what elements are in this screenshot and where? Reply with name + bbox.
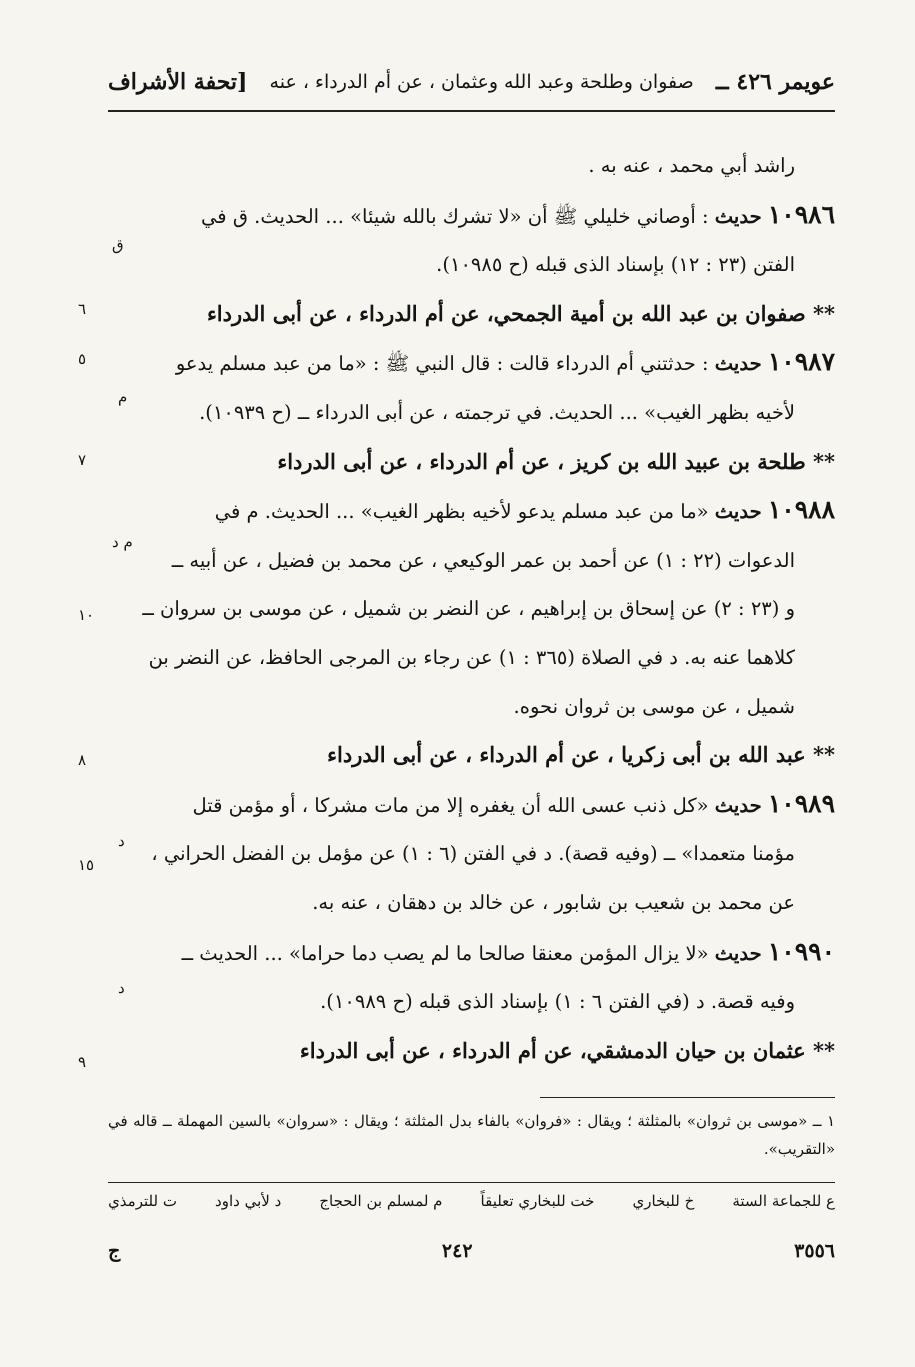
margin-siglum: م د [112, 533, 133, 551]
footnote-rule [540, 1097, 835, 1098]
hadith-number: ١٠٩٨٩ [767, 788, 835, 818]
chapter-heading: ** عبد الله بن أبى زكريا ، عن أم الدرداء ، عن أبى الدرداء [327, 742, 835, 768]
text-line: الفتن (٢٣ : ١٢) بإسناد الذى قبله (ح ١٠٩٨٥). [436, 253, 795, 277]
siglum-item: ع للجماعة الستة [732, 1192, 835, 1210]
siglum-item: ت للترمذي [108, 1192, 177, 1210]
margin-line-number: ٥ [78, 350, 87, 368]
text-line: و (٢٣ : ٢) عن إسحاق بن إبراهيم ، عن النضر بن شميل ، عن موسى بن سروان ــ [142, 597, 795, 621]
siglum-item: د لأبي داود [215, 1192, 282, 1210]
footnote: ١ ــ «موسى بن ثروان» بالمثلثة ؛ ويقال : «فروان» بالفاء بدل المثلثة ؛ ويقال : «سروان» بالسين المهملة ــ قاله في «التقريب». [108, 1112, 835, 1158]
chapter-heading: ** عثمان بن حيان الدمشقي، عن أم الدرداء ، عن أبى الدرداء [299, 1037, 835, 1063]
page-footer [108, 1240, 835, 1262]
margin-siglum: م [118, 388, 128, 406]
margin-line-number: ٨ [78, 751, 87, 769]
chapter-heading: ** صفوان بن عبد الله بن أمية الجمحي، عن أم الدرداء ، عن أبى الدرداء [206, 300, 835, 326]
margin-line-number: ٧ [78, 451, 87, 469]
running-head-middle: صفوان وطلحة وعبد الله وعثمان ، عن أم الدرداء ، عنه [269, 71, 694, 93]
sigla-legend [108, 1192, 835, 1210]
text-line: مؤمنا متعمدا» ــ (وفيه قصة). د في الفتن (٦ : ١) عن مؤمل بن الفضل الحراني ، [151, 842, 795, 866]
text-line: شميل ، عن موسى بن ثروان نحوه. [513, 694, 795, 718]
siglum-item: م لمسلم بن الحجاج [319, 1192, 443, 1210]
margin-line-number: ٩ [78, 1053, 87, 1071]
hadith-entry: ١٠٩٨٩ حديث «كل ذنب عسى الله أن يغفره إلا من مات مشركا ، أو مؤمن قتل [192, 788, 835, 818]
text-line: راشد أبي محمد ، عنه به . [588, 154, 795, 177]
running-head-right: عويمر ٤٢٦ ــ [715, 69, 835, 95]
margin-siglum: ق [112, 236, 124, 254]
hadith-entry: ١٠٩٨٧ حديث : حدثتني أم الدرداء قالت : قال النبي ﷺ : «ما من عبد مسلم يدعو [175, 347, 835, 377]
margin-siglum: د [118, 832, 125, 850]
margin-line-number: ١٥ [78, 856, 95, 874]
hadith-number: ١٠٩٩٠ [767, 936, 835, 966]
siglum-item: خ للبخاري [632, 1192, 695, 1210]
text-line: وفيه قصة. د (في الفتن ٦ : ١) بإسناد الذى قبله (ح ١٠٩٨٩). [320, 990, 795, 1014]
siglum-item: خت للبخاري تعليقاً [480, 1192, 595, 1210]
hadith-number: ١٠٩٨٧ [767, 347, 835, 377]
signature-number: ٣٥٥٦ [794, 1240, 835, 1262]
margin-siglum: د [118, 979, 125, 997]
hadith-number: ١٠٩٨٨ [767, 495, 835, 525]
main-text [108, 142, 835, 1075]
hadith-entry: ١٠٩٨٨ حديث «ما من عبد مسلم يدعو لأخيه بظهر الغيب» ... الحديث. م في [214, 495, 835, 525]
sigla-rule [108, 1182, 835, 1183]
hadith-entry: ١٠٩٩٠ حديث «لا يزال المؤمن معنقا صالحا ما لم يصب دما حراما» ... الحديث ــ [181, 936, 835, 966]
volume-mark: ج [108, 1240, 121, 1262]
hadith-entry: ١٠٩٨٦ حديث : أوصاني خليلي ﷺ أن «لا تشرك بالله شيئا» ... الحديث. ق في [201, 199, 835, 229]
header-rule [108, 110, 835, 112]
page-number: ٢٤٢ [441, 1240, 473, 1262]
text-line: كلاهما عنه به. د في الصلاة (٣٦٥ : ١) عن رجاء بن المرجى الحافظ، عن النضر بن [148, 645, 795, 669]
hadith-number: ١٠٩٨٦ [767, 199, 835, 229]
margin-line-number: ١٠ [78, 606, 95, 624]
chapter-heading: ** طلحة بن عبيد الله بن كريز ، عن أم الدرداء ، عن أبى الدرداء [277, 448, 835, 474]
running-head [108, 62, 835, 102]
text-line: لأخيه بظهر الغيب» ... الحديث. في ترجمته ، عن أبى الدرداء ــ (ح ١٠٩٣٩). [199, 400, 795, 424]
running-head-left: [تحفة الأشراف [108, 69, 248, 95]
text-line: الدعوات (٢٢ : ١) عن أحمد بن عمر الوكيعي ، عن محمد بن فضيل ، عن أبيه ــ [171, 548, 795, 572]
margin-line-number: ٦ [78, 300, 87, 318]
text-line: عن محمد بن شعيب بن شابور ، عن خالد بن دهقان ، عنه به. [312, 890, 795, 914]
